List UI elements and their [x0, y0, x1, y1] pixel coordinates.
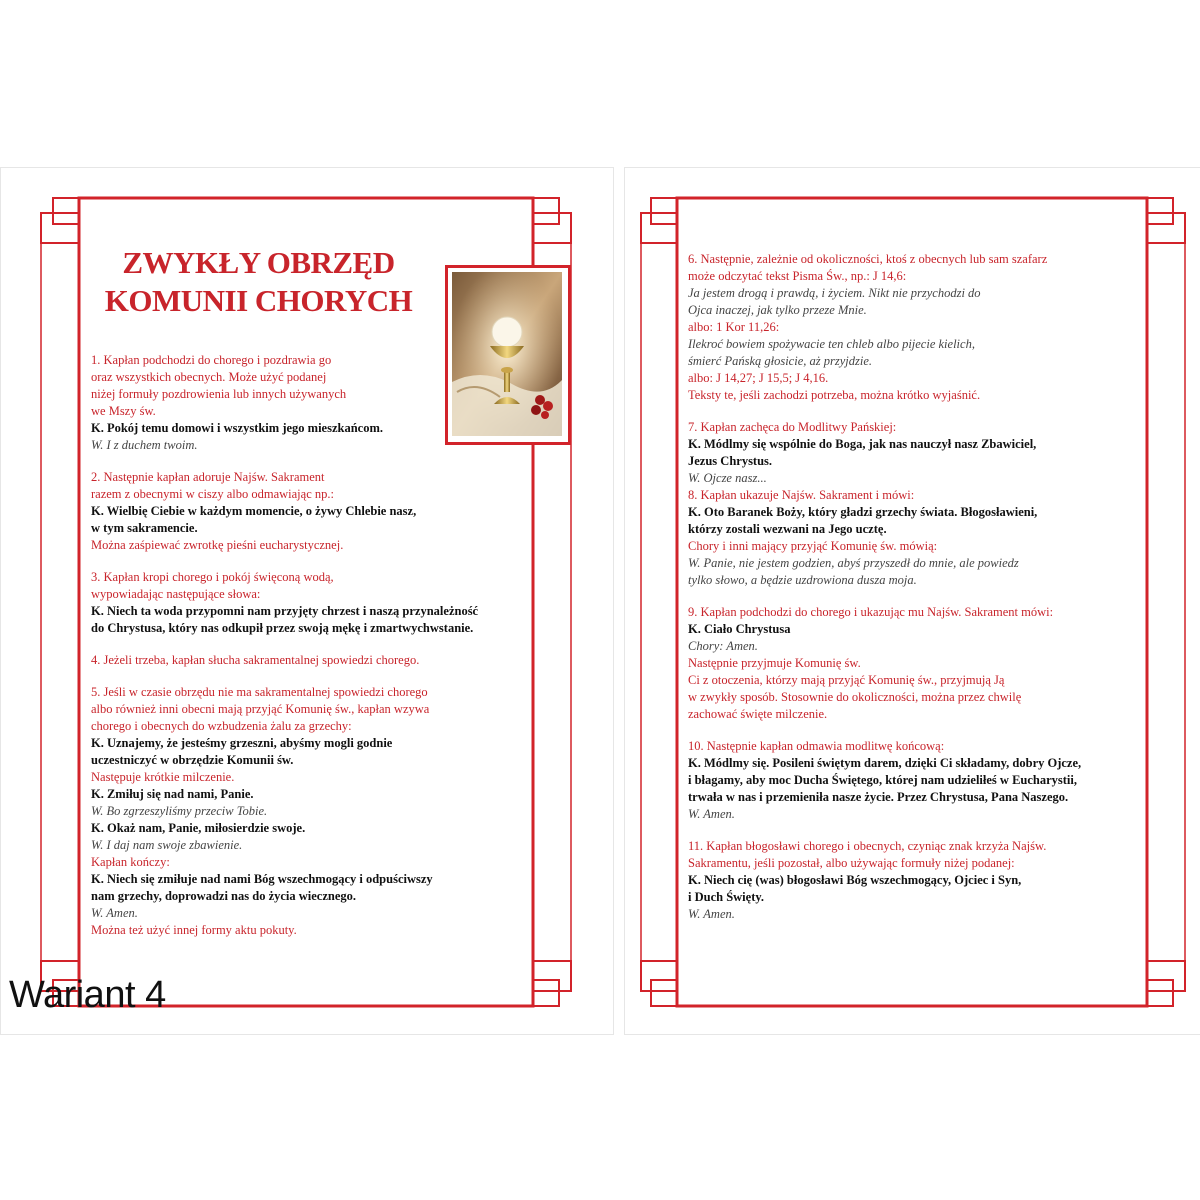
rubric-line: oraz wszystkich obecnych. Może użyć podanej: [91, 370, 327, 384]
response-line: W. Panie, nie jestem godzien, abyś przyszedł do mnie, ale powiedz: [688, 556, 1019, 570]
rubric-line: 4. Jeżeli trzeba, kapłan słucha sakramentalnej spowiedzi chorego.: [91, 653, 420, 667]
rubric-line: 7. Kapłan zachęca do Modlitwy Pańskiej:: [688, 420, 897, 434]
prayer-line: K. Niech się zmiłuje nad nami Bóg wszechmogący i odpuściwszy: [91, 872, 433, 886]
prayer-line: nam grzechy, doprowadzi nas do życia wiecznego.: [91, 889, 357, 903]
prayer-line: do Chrystusa, który nas odkupił przez swoją mękę i zmartwychwstanie.: [91, 621, 474, 635]
response-line: Ojca inaczej, jak tylko przeze Mnie.: [688, 303, 867, 317]
left-page: [0, 167, 614, 1035]
prayer-line: K. Wielbię Ciebie w każdym momencie, o żywy Chlebie nasz,: [91, 504, 417, 518]
prayer-line: i błagamy, aby moc Ducha Świętego, której nam udzieliłeś w Eucharystii,: [688, 773, 1078, 787]
rubric-line: we Mszy św.: [91, 404, 156, 418]
right-page: [624, 167, 1200, 1035]
title-line-2: KOMUNII CHORYCH: [104, 283, 413, 318]
prayer-line: którzy zostali wezwani na Jego ucztę.: [688, 522, 887, 536]
rubric-line: Następnie przyjmuje Komunię św.: [688, 656, 861, 670]
rubric-line: może odczytać tekst Pisma Św., np.: J 14,6:: [688, 269, 907, 283]
rubric-line: albo: 1 Kor 11,26:: [688, 320, 780, 334]
prayer-line: Jezus Chrystus.: [688, 454, 773, 468]
prayer-line: K. Zmiłuj się nad nami, Panie.: [91, 787, 254, 801]
response-line: Chory: Amen.: [688, 639, 758, 653]
rubric-line: wypowiadając następujące słowa:: [91, 587, 261, 601]
rubric-line: Teksty te, jeśli zachodzi potrzeba, można krótko wyjaśnić.: [688, 388, 981, 402]
paragraph-gap: [688, 723, 1178, 738]
prayer-line: uczestniczyć w obrzędzie Komunii św.: [91, 753, 294, 767]
rubric-line: Kapłan kończy:: [91, 855, 170, 869]
rubric-line: Można zaśpiewać zwrotkę pieśni eucharystycznej.: [91, 538, 344, 552]
rubric-line: 11. Kapłan błogosławi chorego i obecnych, czyniąc znak krzyża Najśw.: [688, 839, 1047, 853]
paragraph-gap: [688, 404, 1178, 419]
left-page-text: [91, 352, 561, 939]
response-line: tylko słowo, a będzie uzdrowiona dusza moja.: [688, 573, 917, 587]
rubric-line: albo: J 14,27; J 15,5; J 4,16.: [688, 371, 829, 385]
right-page-text: [688, 251, 1178, 923]
prayer-line: K. Ciało Chrystusa: [688, 622, 791, 636]
rubric-line: chorego i obecnych do wzbudzenia żalu za grzechy:: [91, 719, 352, 733]
prayer-line: K. Niech ta woda przypomni nam przyjęty chrzest i naszą przynależność: [91, 604, 479, 618]
prayer-line: K. Okaż nam, Panie, miłosierdzie swoje.: [91, 821, 306, 835]
rubric-line: albo również inni obecni mają przyjąć Komunię św., kapłan wzywa: [91, 702, 430, 716]
prayer-line: K. Módlmy się. Posileni świętym darem, dzięki Ci składamy, dobry Ojcze,: [688, 756, 1082, 770]
paragraph-gap: [688, 823, 1178, 838]
prayer-line: K. Niech cię (was) błogosławi Bóg wszechmogący, Ojciec i Syn,: [688, 873, 1022, 887]
paragraph-gap: [91, 669, 561, 684]
rubric-line: Następuje krótkie milczenie.: [91, 770, 235, 784]
rubric-line: Ci z otoczenia, którzy mają przyjąć Komunię św., przyjmują Ją: [688, 673, 1005, 687]
rubric-line: zachować święte milczenie.: [688, 707, 828, 721]
rubric-line: Sakramentu, jeśli pozostał, albo używając formuły niżej podanej:: [688, 856, 1015, 870]
response-line: Ja jestem drogą i prawdą, i życiem. Nikt nie przychodzi do: [688, 286, 981, 300]
rubric-line: razem z obecnymi w ciszy albo odmawiając np.:: [91, 487, 334, 501]
prayer-line: w tym sakramencie.: [91, 521, 198, 535]
response-line: W. Bo zgrzeszyliśmy przeciw Tobie.: [91, 804, 268, 818]
response-line: śmierć Pańską głosicie, aż przyjdzie.: [688, 354, 873, 368]
response-line: W. Amen.: [688, 807, 735, 821]
prayer-line: K. Oto Baranek Boży, który gładzi grzechy świata. Błogosławieni,: [688, 505, 1038, 519]
paragraph-gap: [91, 637, 561, 652]
response-line: Ilekroć bowiem spożywacie ten chleb albo pijecie kielich,: [688, 337, 975, 351]
response-line: W. Ojcze nasz...: [688, 471, 767, 485]
rubric-line: 1. Kapłan podchodzi do chorego i pozdrawia go: [91, 353, 332, 367]
paragraph-gap: [91, 554, 561, 569]
rubric-line: niżej formuły pozdrowienia lub innych używanych: [91, 387, 347, 401]
rubric-line: Chory i inni mający przyjąć Komunię św. mówią:: [688, 539, 938, 553]
response-line: W. Amen.: [688, 907, 735, 921]
rubric-line: w zwykły sposób. Stosownie do okoliczności, można przez chwilę: [688, 690, 1022, 704]
rubric-line: 2. Następnie kapłan adoruje Najśw. Sakrament: [91, 470, 325, 484]
rubric-line: 10. Następnie kapłan odmawia modlitwę końcową:: [688, 739, 945, 753]
rubric-line: 5. Jeśli w czasie obrzędu nie ma sakramentalnej spowiedzi chorego: [91, 685, 428, 699]
rubric-line: 9. Kapłan podchodzi do chorego i ukazując mu Najśw. Sakrament mówi:: [688, 605, 1054, 619]
prayer-line: K. Pokój temu domowi i wszystkim jego mieszkańcom.: [91, 421, 383, 435]
rubric-line: 3. Kapłan kropi chorego i pokój święconą wodą,: [91, 570, 334, 584]
prayer-line: K. Uznajemy, że jesteśmy grzeszni, abyśmy mogli godnie: [91, 736, 393, 750]
response-line: W. Amen.: [91, 906, 138, 920]
paragraph-gap: [91, 454, 561, 469]
prayer-line: trwała w nas i przemieniła nasze życie. Przez Chrystusa, Pana Naszego.: [688, 790, 1069, 804]
prayer-line: i Duch Święty.: [688, 890, 765, 904]
rubric-line: Można też użyć innej formy aktu pokuty.: [91, 923, 297, 937]
prayer-line: K. Módlmy się wspólnie do Boga, jak nas nauczył nasz Zbawiciel,: [688, 437, 1037, 451]
response-line: W. I z duchem twoim.: [91, 438, 198, 452]
page-title: [76, 244, 441, 320]
variant-label: Wariant 4: [9, 974, 166, 1016]
rubric-line: 6. Następnie, zależnie od okoliczności, ktoś z obecnych lub sam szafarz: [688, 252, 1048, 266]
response-line: W. I daj nam swoje zbawienie.: [91, 838, 243, 852]
rubric-line: 8. Kapłan ukazuje Najśw. Sakrament i mówi:: [688, 488, 915, 502]
title-line-1: ZWYKŁY OBRZĘD: [122, 245, 395, 280]
paragraph-gap: [688, 589, 1178, 604]
